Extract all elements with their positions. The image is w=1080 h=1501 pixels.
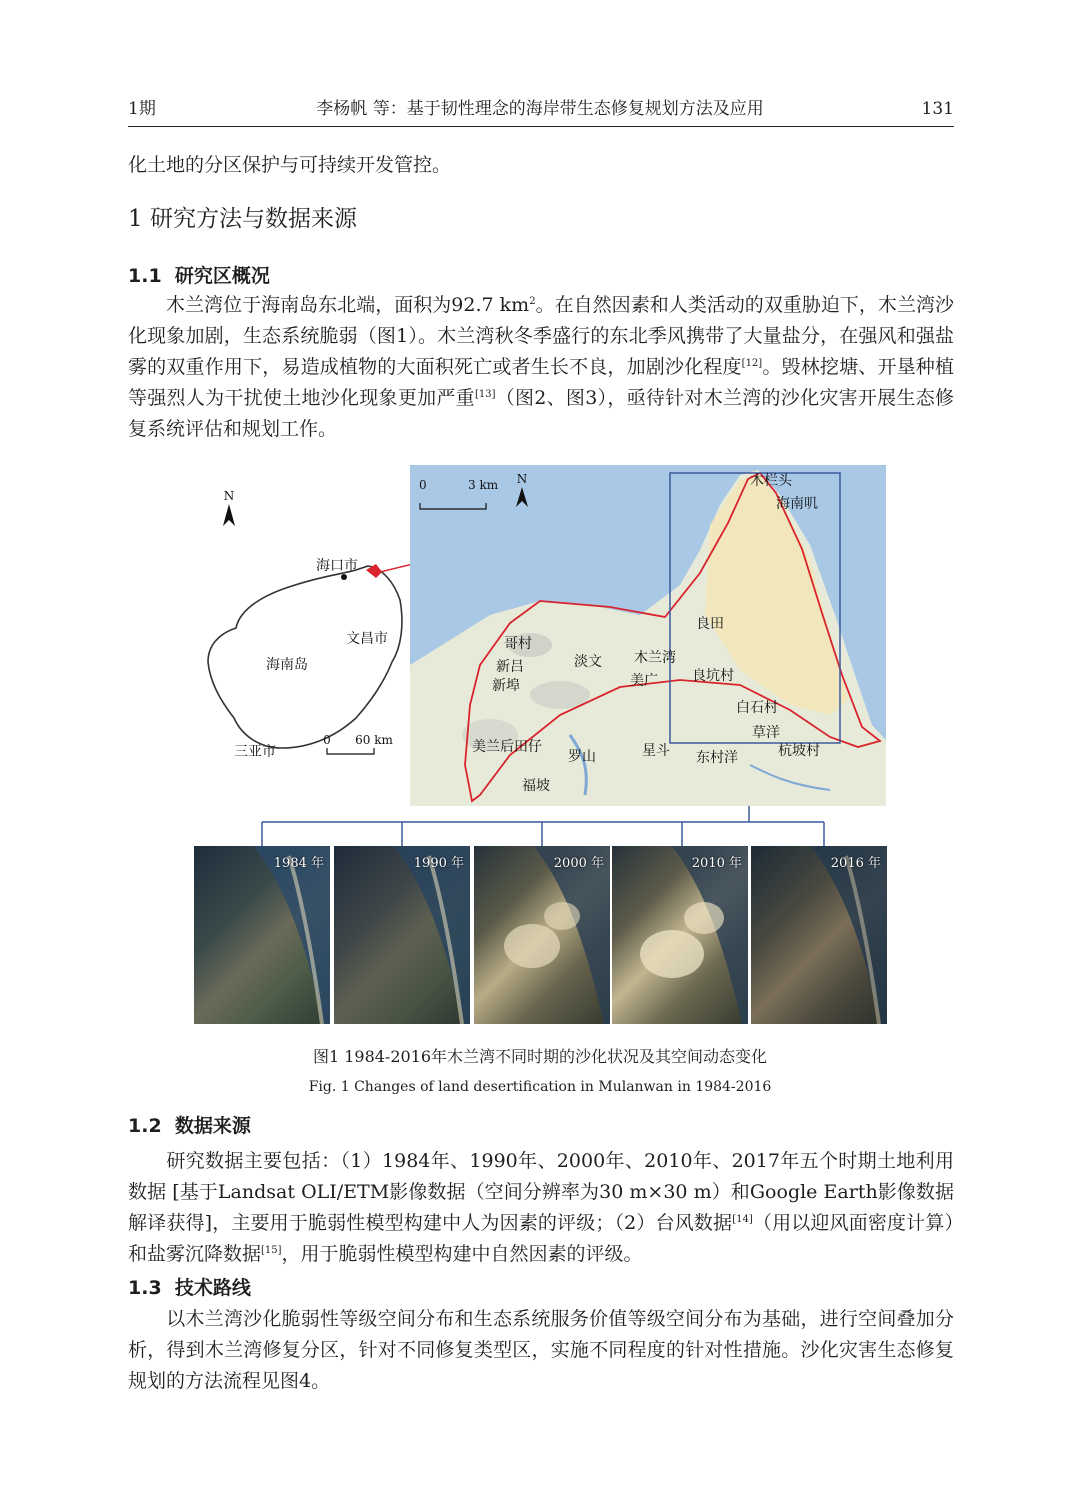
subsection-number: 1.3 [128, 1277, 162, 1299]
paragraph-text: 。在自然因素和人类活动的双重胁迫下，木兰湾沙化现象加剧，生态系统脆弱（图1）。木兰湾秋冬季盛行的东北季风携带了大量盐分，在强风和强盐雾的双重作用下，易造成植物的大面积死亡或者生长不良，加剧沙化程度 [128, 294, 954, 378]
inset-label-wenchang: 文昌市 [346, 631, 388, 647]
satellite-panel-2010 [612, 846, 748, 1024]
panel-year-label: 2010 年 [691, 856, 742, 871]
paragraph-text: 。毁林挖塘、开垦种植等强烈人为干扰使土地沙化现象更加严重 [128, 356, 954, 409]
place-label: 木栏头 [750, 473, 792, 489]
superscript: 2 [529, 296, 536, 307]
place-label: 良坑村 [692, 668, 734, 684]
satellite-panel-1984 [194, 846, 330, 1024]
panel-year-label: 1990 年 [413, 856, 464, 871]
paragraph-text: 木兰湾位于海南岛东北端，面积为92.7 km [166, 294, 530, 316]
place-label: 美广 [630, 673, 658, 689]
main-scale-zero: 0 [419, 478, 427, 492]
place-label: 福坡 [522, 778, 550, 794]
inset-label-haikou: 海口市 [316, 558, 358, 574]
place-label: 东村洋 [696, 750, 738, 766]
citation: [13] [474, 389, 496, 400]
subsection-heading-1-2 [128, 1112, 251, 1140]
paragraph-text: 以木兰湾沙化脆弱性等级空间分布和生态系统服务价值等级空间分布为基础，进行空间叠加分析，得到木兰湾修复分区，针对不同修复类型区，实施不同程度的针对性措施。沙化灾害生态修复规划的方法流程见图4。 [128, 1308, 954, 1392]
place-label: 星斗 [642, 743, 670, 759]
inset-north-label: N [223, 489, 235, 503]
paragraph-text: 研究数据主要包括：（1）1984年、1990年、2000年、2010年、2017年五个时期土地利用数据 [基于Landsat OLI/ETM影像数据（空间分辨率为30 m×30 m）和Google Earth影像数据解译获得]，主要用于脆弱性模型构建中人为因素的评级；（2）台风数据 [128, 1150, 954, 1234]
citation: [12] [741, 358, 763, 369]
running-title: 李杨帆 等：基于韧性理念的海岸带生态修复规划方法及应用 [316, 99, 764, 119]
place-label: 木兰湾 [634, 650, 676, 666]
place-label: 哥村 [504, 636, 532, 652]
place-label: 草洋 [752, 725, 780, 741]
satellite-panel-1990 [334, 846, 470, 1024]
main-north-label: N [516, 472, 528, 486]
place-label: 新埠 [492, 678, 520, 694]
paragraph-technical-route [128, 1304, 954, 1397]
place-label: 新吕 [496, 659, 524, 675]
subsection-heading-1-3 [128, 1274, 251, 1302]
subsection-title: 研究区概况 [174, 265, 270, 287]
page-number: 131 [921, 99, 954, 119]
figure1-caption-en: Fig. 1 Changes of land desertification in Mulanwan in 1984-2016 [308, 1079, 772, 1095]
satellite-panel-2000 [474, 846, 610, 1024]
satellite-panel-2016 [751, 846, 887, 1024]
section-heading: 1 研究方法与数据来源 [128, 206, 357, 232]
subsection-title: 技术路线 [174, 1277, 251, 1299]
place-label: 良田 [696, 616, 724, 632]
issue-number: 1期 [128, 99, 156, 119]
citation: [14] [732, 1214, 753, 1225]
figure1-main-map [410, 465, 886, 806]
subsection-number: 1.1 [128, 265, 162, 287]
subsection-number: 1.2 [128, 1115, 162, 1137]
panel-year-label: 2016 年 [830, 856, 881, 871]
place-label: 杭坡村 [778, 743, 820, 759]
place-label: 淡文 [574, 654, 602, 670]
place-label: 美兰后田仔 [472, 739, 542, 755]
inset-scale-label: 60 km [355, 733, 393, 747]
place-label: 白石村 [736, 700, 778, 716]
subsection-title: 数据来源 [174, 1115, 251, 1137]
panel-year-label: 2000 年 [553, 856, 604, 871]
place-label: 罗山 [568, 749, 596, 765]
panel-year-label: 1984 年 [273, 856, 324, 871]
paragraph-data-sources [128, 1146, 954, 1270]
paragraph-text: （图2、图3），亟待针对木兰湾的沙化灾害开展生态修复系统评估和规划工作。 [128, 387, 954, 440]
carryover-text: 化土地的分区保护与可持续开发管控。 [128, 154, 452, 176]
main-scale-label: 3 km [468, 478, 499, 492]
inset-scale-zero: 0 [323, 733, 331, 747]
paragraph-text: ，用于脆弱性模型构建中自然因素的评级。 [281, 1243, 643, 1265]
place-label: 海南叽 [776, 496, 818, 512]
citation: [15] [261, 1245, 282, 1256]
figure1-caption-cn: 图1 1984-2016年木兰湾不同时期的沙化状况及其空间动态变化 [312, 1047, 768, 1066]
paragraph-text: （用以迎风面密度计算）和盐雾沉降数据 [128, 1212, 954, 1265]
inset-label-island: 海南岛 [266, 657, 308, 673]
inset-label-sanya: 三亚市 [234, 744, 276, 760]
